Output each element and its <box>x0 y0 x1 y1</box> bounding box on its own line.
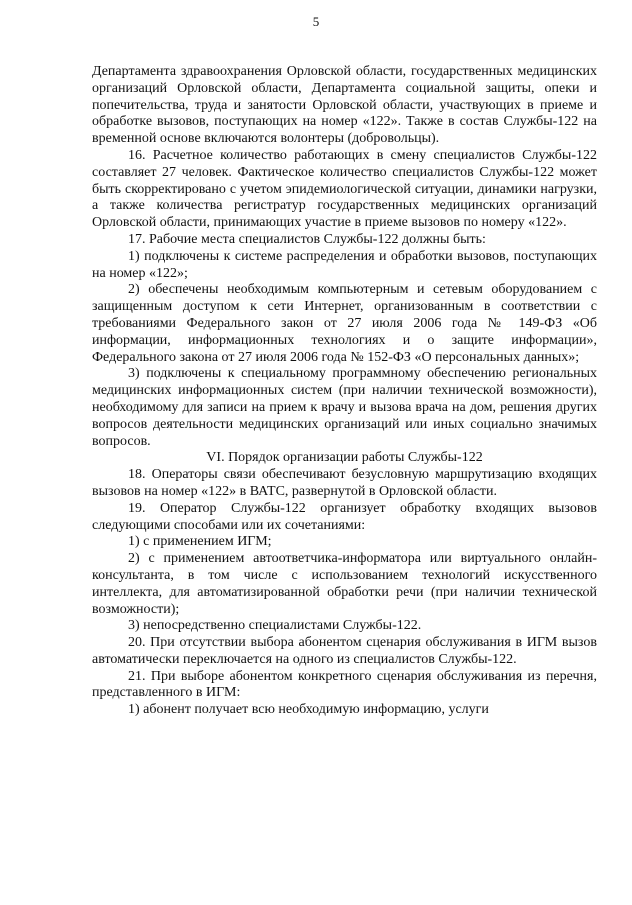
document-body <box>92 64 597 719</box>
paragraph: 21. При выборе абонентом конкретного сценария обслуживания из перечня, представленного в ИГМ: <box>92 668 597 701</box>
list-item: 1) абонент получает всю необходимую информацию, услуги <box>128 702 489 718</box>
section-title: VI. Порядок организации работы Службы-122 <box>206 450 483 466</box>
list-item: 3) непосредственно специалистами Службы-122. <box>128 618 422 634</box>
list-item: 2) обеспечены необходимым компьютерным и сетевым оборудованием с защищенным доступом к сети Интернет, организованным в соответствии с требованиями Федерального закон от 27 июля 2006 года № 149-ФЗ «Об информации, информационных технологиях и о защите информации», Федерального закона от 27 июля 2006 года № 152-ФЗ «О персональных данных»; <box>92 282 597 365</box>
page-number: 5 <box>312 14 320 29</box>
paragraph: 16. Расчетное количество работающих в смену специалистов Службы-122 составляет 27 человек. Фактическое количество специалистов Службы-122 может быть скорректировано с учетом эпидемиологической ситуации, динамики нагрузки, а также количества регистратур государственных медицинских организаций Орловской области, принимающих участие в приеме вызовов по номеру «122». <box>92 147 597 231</box>
paragraph: 17. Рабочие места специалистов Службы-122 должны быть: <box>128 231 486 247</box>
list-item: 1) с применением ИГМ; <box>128 534 272 550</box>
paragraph: 19. Оператор Службы-122 организует обработку входящих вызовов следующими способами или их сочетаниями: <box>92 500 597 533</box>
list-item: 1) подключены к системе распределения и обработки вызовов, поступающих на номер «122»; <box>92 248 597 281</box>
paragraph: Департамента здравоохранения Орловской области, государственных медицинских организаций Орловской области, Департамента социальной защиты, опеки и попечительства, труда и занятости Орловской области, участвующих в приеме и обработке вызовов, поступающих на номер «122». Также в состав Службы-122 на временной основе включаются волонтеры (добровольцы). <box>92 64 597 147</box>
list-item: 3) подключены к специальному программному обеспечению региональных медицинских информационных систем (при наличии технической возможности), необходимому для записи на прием к врачу и вызова врача на дом, решения других вопросов деятельности медицинских организаций или иных социально значимых вопросов. <box>92 366 597 449</box>
paragraph: 18. Операторы связи обеспечивают безусловную маршрутизацию входящих вызовов на номер «122» в ВАТС, развернутой в Орловской области. <box>92 467 597 499</box>
list-item: 2) с применением автоответчика-информатора или виртуального онлайн-консультанта, в том числе с использованием технологий искусственного интеллекта, для автоматизированной обработки речи (при наличии технической возможности); <box>92 551 597 617</box>
paragraph: 20. При отсутствии выбора абонентом сценария обслуживания в ИГМ вызов автоматически переключается на одного из специалистов Службы-122. <box>92 635 597 667</box>
